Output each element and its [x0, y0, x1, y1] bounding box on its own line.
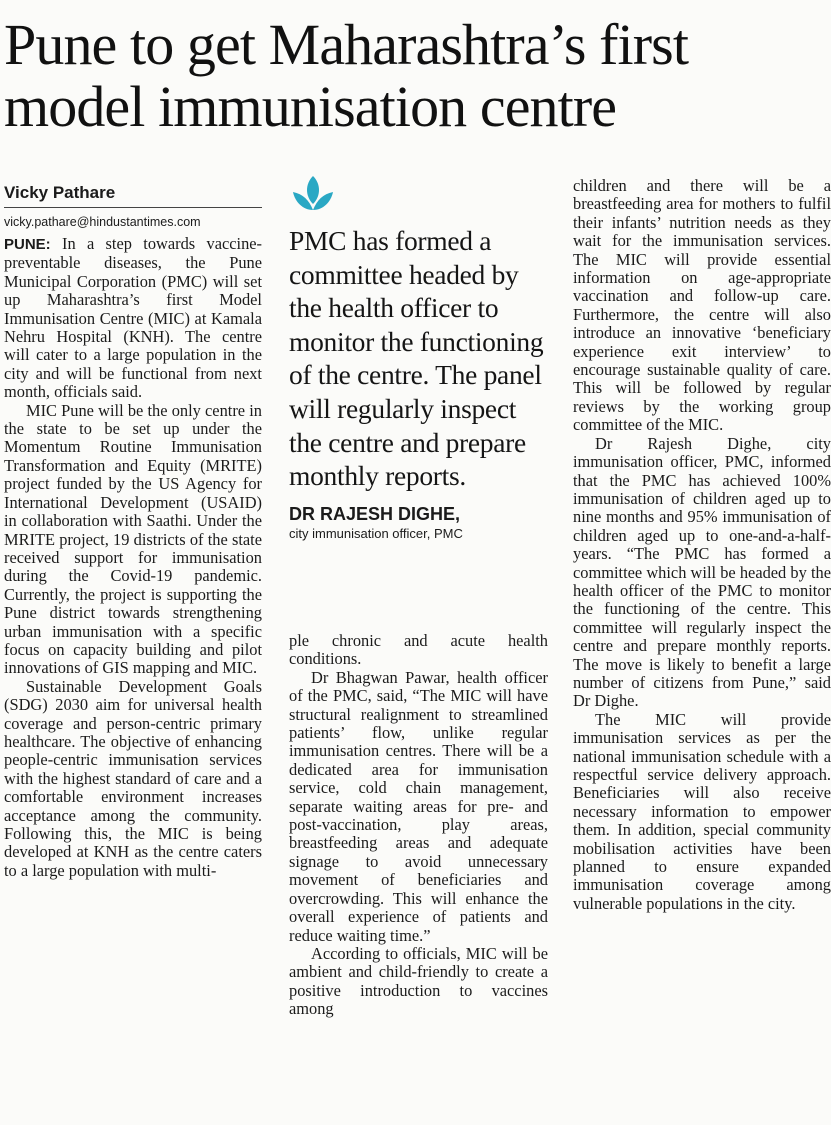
paragraph: ple chronic and acute health conditions.	[289, 631, 548, 669]
paragraph: MIC Pune will be the only centre in the state to be set up under the Momentum Routine Immunisation Transformation and Equity (MRITE) project funded by the US Agency for International Development (USAID) in collaboration with Saathi. Under the MRITE project, 19 districts of the state received support for immunisation during the Covid-19 pandemic. Currently, the project is supporting the Pune district towards strengthening urban immunisation with a specific focus on capacity building and pilot innovations of GIS mapping and MIC.	[4, 400, 262, 678]
lotus-leaf-icon	[289, 174, 341, 218]
lead-text: In a step towards vaccine-preventable diseases, the Pune Municipal Corporation (PMC) will set up Maharashtra’s first Model Immunisation Centre (MIC) at Kamala Nehru Hospital (KNH). The centre will cater to a large population in the city and will be functional from next month, officials said.	[4, 234, 262, 402]
paragraph: According to officials, MIC will be ambient and child-friendly to create a positive introduction to vaccines among	[289, 943, 548, 1019]
pull-quote-text: PMC has formed a committee headed by the health officer to monitor the functioning of the centre. The panel will regularly inspect the centre and prepare monthly reports.	[289, 225, 544, 492]
article-column-2	[289, 632, 548, 1019]
pull-quote	[289, 174, 548, 542]
article-column-3	[573, 177, 831, 913]
article-column-1	[4, 182, 262, 880]
paragraph: children and there will be a breastfeeding area for mothers to fulfil their infants’ nutrition needs as they wait for the immunisation services. The MIC will provide essential information on age-appropriate vaccination and follow-up care. Furthermore, the centre will also introduce an innovative ‘beneficiary experience exit interview’ to encourage sustainable quality of care. This will be followed by regular reviews by the working group committee of the MIC.	[573, 176, 831, 435]
paragraph: The MIC will provide immunisation services as per the national immunisation schedule with a respectful service delivery approach. Beneficiaries will also receive necessary information to empower them. In addition, special community mobilisation activities have been planned to ensure expanded immunisation coverage among vulnerable populations in the city.	[573, 709, 831, 913]
lead-paragraph	[4, 235, 262, 402]
headline: Pune to get Maharashtra’s first model immunisation centre	[4, 12, 689, 139]
byline-email: vicky.pathare@hindustantimes.com	[4, 215, 201, 229]
pull-quote-attribution-role: city immunisation officer, PMC	[289, 525, 463, 541]
pull-quote-attribution-name: DR RAJESH DIGHE,	[289, 503, 461, 524]
paragraph: Dr Bhagwan Pawar, health officer of the PMC, said, “The MIC will have structural realignment to streamlined patients’ flow, unlike regular immunisation centres. There will be a dedicated area for immunisation service, cold chain management, separate waiting areas for pre- and post-vaccination, play areas, breastfeeding areas and adequate signage to avoid unnecessary movement of beneficiaries and overcrowding. This will enhance the overall experience of patients and reduce waiting time.”	[289, 667, 548, 945]
dateline: PUNE:	[4, 236, 51, 253]
byline-author: Vicky Pathare	[4, 182, 262, 208]
paragraph: Dr Rajesh Dighe, city immunisation officer, PMC, informed that the PMC has achieved 100% immunisation of children aged up to nine months and 95% immunisation of children aged up to one-and-a-half-years. “The PMC has formed a committee which will be headed by the health officer of the PMC to monitor the functioning of the centre. This committee will regularly inspect the centre and prepare monthly reports. The move is likely to benefit a large number of citizens from Pune,” said Dr Dighe.	[573, 433, 831, 711]
paragraph: Sustainable Development Goals (SDG) 2030 aim for universal health coverage and person-centric primary healthcare. The objective of enhancing people-centric immunisation services with the highest standard of care and a comfortable environment increases acceptance among the community. Following this, the MIC is being developed at KNH as the centre caters to a large population with multi-	[4, 676, 262, 880]
